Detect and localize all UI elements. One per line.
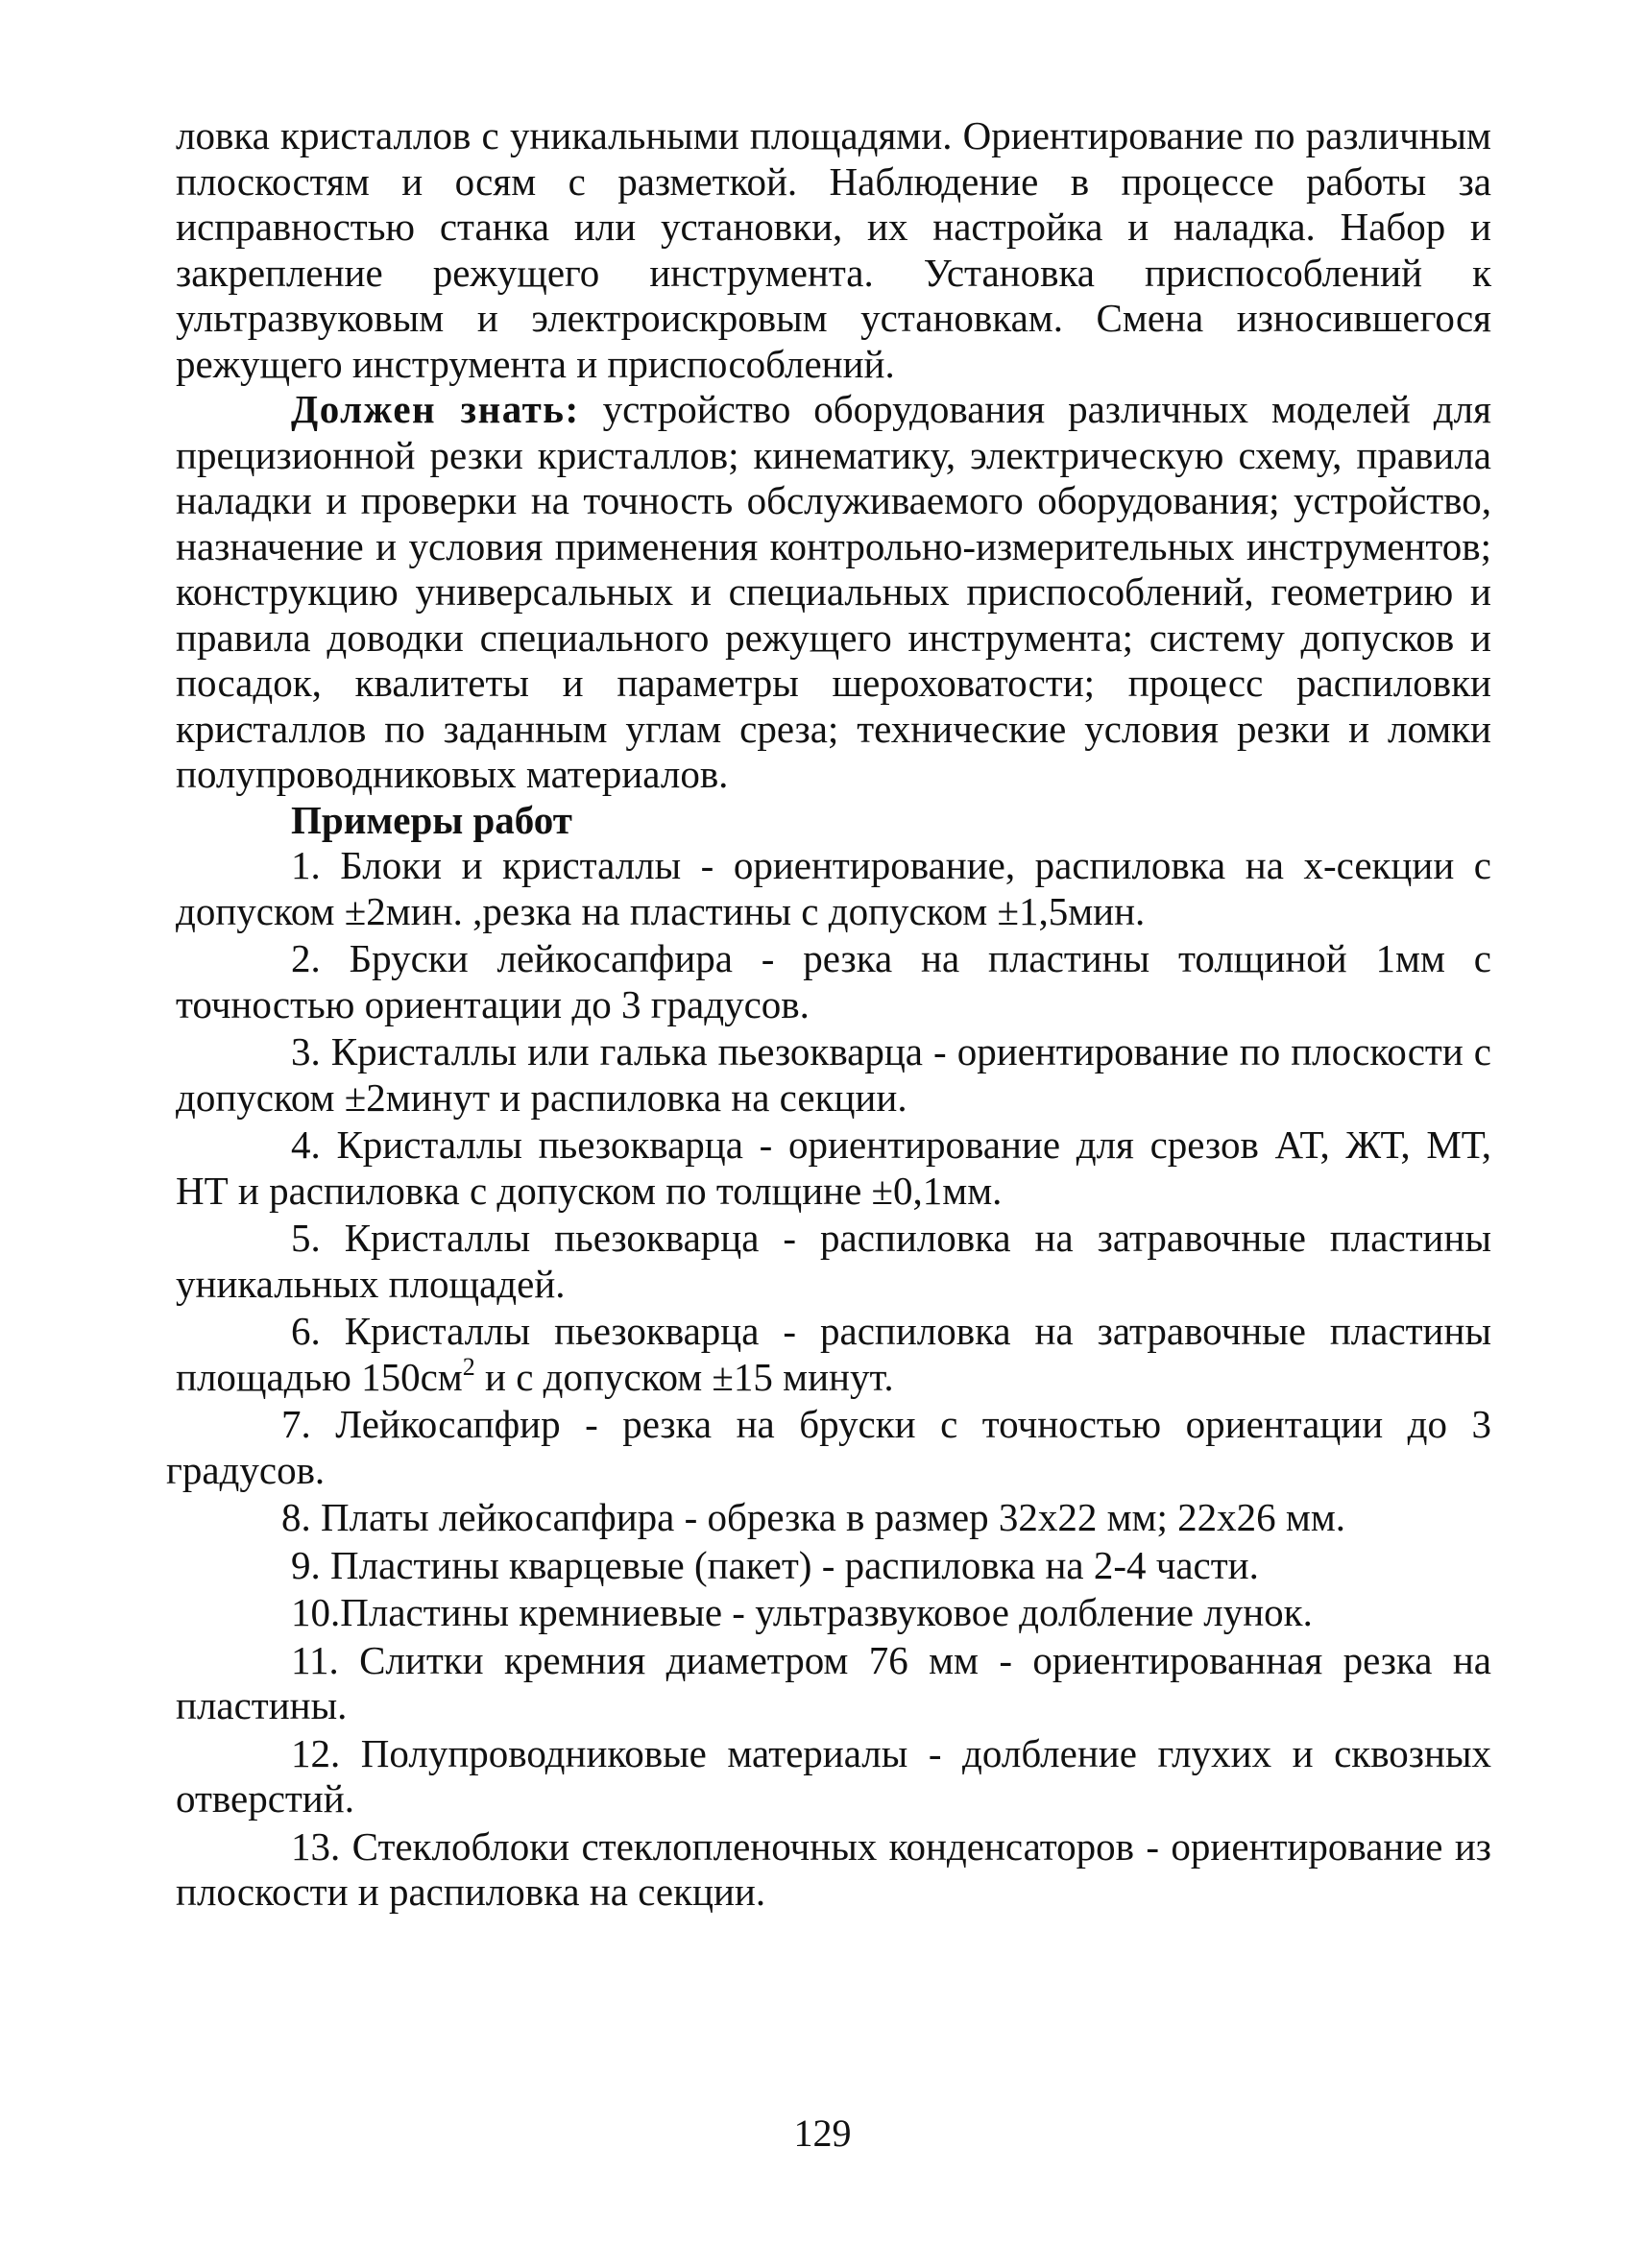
example-item: 7. Лейкосапфир - резка на бруски с точностью ориентации до 3 градусов. — [166, 1402, 1491, 1492]
example-item: 12. Полупроводниковые материалы - долбление глухих и сквозных отверстий. — [176, 1730, 1491, 1821]
examples-list — [166, 843, 1491, 1916]
example-item: 10.Пластины кремниевые - ультразвуковое долбление лунок. — [291, 1590, 1313, 1634]
document-page — [166, 113, 1491, 1918]
must-know-paragraph — [176, 387, 1491, 798]
example-item: 13. Стеклоблоки стеклопленочных конденсаторов - ориентирование из плоскости и распиловка на секции. — [176, 1823, 1491, 1914]
example-item: 5. Кристаллы пьезокварца - распиловка на затравочные пластины уникальных площадей. — [176, 1216, 1491, 1306]
example-item: 3. Кристаллы или галька пьезокварца - ориентирование по плоскости с допуском ±2минут и распиловка на секции. — [176, 1029, 1491, 1120]
must-know-label: Должен знать: — [291, 387, 580, 431]
intro-paragraph: ловка кристаллов с уникальными площадями. Ориентирование по различным плоскостям и осям с разметкой. Наблюдение в процессе работы за исправностью станка или установки, их настройка и наладка. Набор и закрепление режущего инструмента. Установка приспособлений к ультразвуковым и электроискровым установкам. Смена износившегося режущего инструмента и приспособлений. — [176, 113, 1491, 386]
example-item: 2. Бруски лейкосапфира - резка на пластины толщиной 1мм с точностью ориентации до 3 градусов. — [176, 936, 1491, 1026]
must-know-text: устройство оборудования различных моделей для прецизионной резки кристаллов; кинематику, электрическую схему, правила наладки и проверки на точность обслуживаемого оборудования; устройство, назначение и условия применения контрольно-измерительных инструментов; конструкцию универсальных и специальных приспособлений, геометрию и правила доводки специального режущего инструмента; систему допусков и посадок, квалитеты и параметры шероховатости; процесс распиловки кристаллов по заданным углам среза; технические условия резки и ломки полупроводниковых материалов. — [176, 387, 1491, 796]
example-item: 9. Пластины кварцевые (пакет) - распиловка на 2-4 части. — [291, 1542, 1259, 1587]
example-item: 4. Кристаллы пьезокварца - ориентирование для срезов АТ, ЖТ, МТ, НТ и распиловка с допуском по толщине ±0,1мм. — [176, 1122, 1491, 1213]
examples-heading: Примеры работ — [291, 797, 572, 842]
example-item: 11. Слитки кремния диаметром 76 мм - ориентированная резка на пластины. — [176, 1637, 1491, 1727]
example-item — [176, 1309, 1491, 1400]
example-item: 1. Блоки и кристаллы - ориентирование, распиловка на х-секции с допуском ±2мин. ,резка на пластины с допуском ±1,5мин. — [176, 843, 1491, 933]
example-6-text-end: и с допуском ±15 минут. — [474, 1354, 894, 1399]
example-6-superscript: 2 — [462, 1352, 475, 1381]
page-number: 129 — [793, 2111, 852, 2155]
example-item: 8. Платы лейкосапфира - обрезка в размер 32х22 мм; 22х26 мм. — [281, 1495, 1346, 1539]
example-6-text: 6. Кристаллы пьезокварца - распиловка на затравочные пластины площадью 150см — [176, 1309, 1491, 1399]
